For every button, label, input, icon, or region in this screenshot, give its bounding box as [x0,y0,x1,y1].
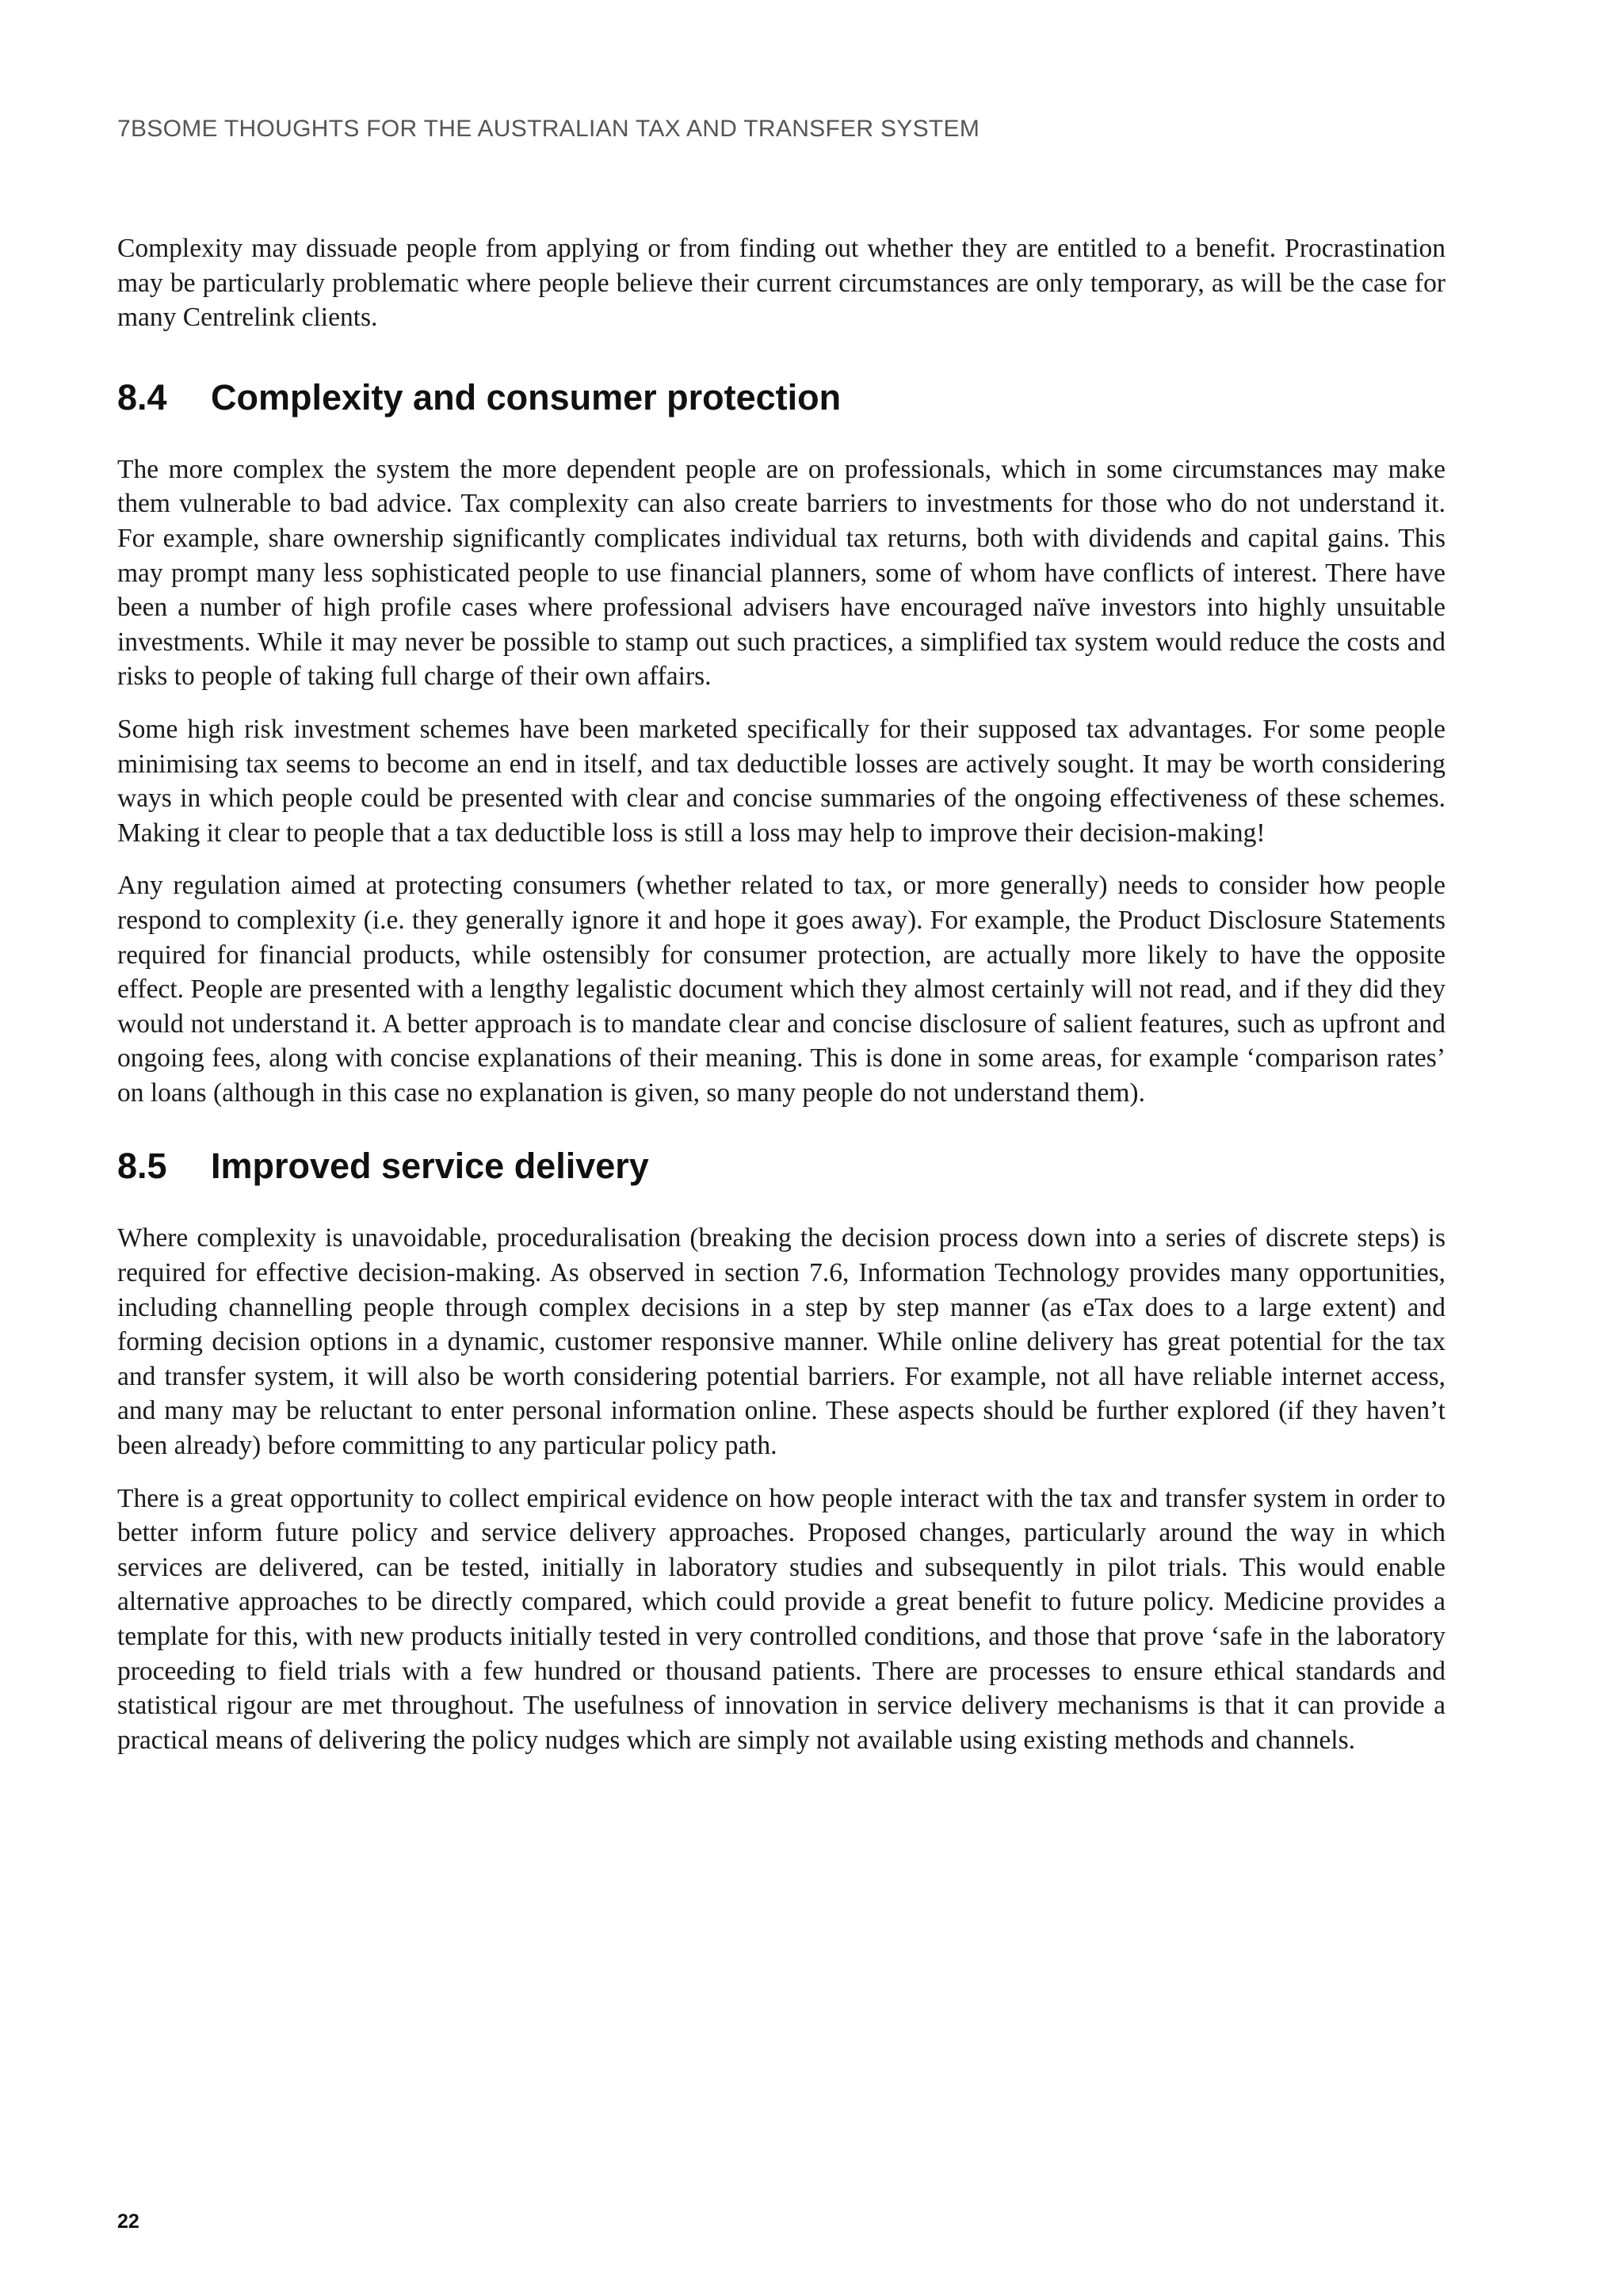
body-paragraph: The more complex the system the more dependent people are on professionals, which in some circumstances may make them vulnerable to bad advice. Tax complexity can also create barriers to investments for those who do not understand it. For example, share ownership significantly complicates individual tax returns, both with dividends and capital gains. This may prompt many less sophisticated people to use financial planners, some of whom have conflicts of interest. There have been a number of high profile cases where professional advisers have encouraged naïve investors into highly unsuitable investments. While it may never be possible to stamp out such practices, a simplified tax system would reduce the costs and risks to people of taking full charge of their own affairs. [117,454,1445,692]
page-content [117,231,1445,1775]
body-paragraph: Where complexity is unavoidable, proceduralisation (breaking the decision process down into a series of discrete steps) is required for effective decision-making. As observed in section 7.6, Information Technology provides many opportunities, including channelling people through complex decisions in a step by step manner (as eTax does to a large extent) and forming decision options in a dynamic, customer responsive manner. While online delivery has great potential for the tax and transfer system, it will also be worth considering potential barriers. For example, not all have reliable internet access, and many may be reluctant to enter personal information online. These aspects should be further explored (if they haven’t been already) before committing to any particular policy path. [117,1223,1445,1461]
page-number: 22 [117,2210,139,2233]
running-header: 7BSOME THOUGHTS FOR THE AUSTRALIAN TAX AND TRANSFER SYSTEM [117,116,980,142]
body-paragraph: Some high risk investment schemes have been marketed specifically for their supposed tax advantages. For some people minimising tax seems to become an end in itself, and tax deductible losses are actively sought. It may be worth considering ways in which people could be presented with clear and concise summaries of the ongoing effectiveness of these schemes. Making it clear to people that a tax deductible loss is still a loss may help to improve their decision-making! [117,714,1445,848]
section-title: Complexity and consumer protection [211,376,842,418]
body-paragraph: Any regulation aimed at protecting consumers (whether related to tax, or more generally) needs to consider how people respond to complexity (i.e. they generally ignore it and hope it goes away). For example, the Product Disclosure Statements required for financial products, while ostensibly for consumer protection, are actually more likely to have the opposite effect. People are presented with a lengthy legalistic document which they almost certainly will not read, and if they did they would not understand it. A better approach is to mandate clear and concise disclosure of salient features, such as upfront and ongoing fees, along with concise explanations of their meaning. This is done in some areas, for example ‘comparison rates’ on loans (although in this case no explanation is given, so many people do not understand them). [117,871,1445,1108]
body-paragraph: There is a great opportunity to collect empirical evidence on how people interact with the tax and transfer system in order to better inform future policy and service delivery approaches. Proposed changes, particularly around the way in which services are delivered, can be tested, initially in laboratory studies and subsequently in pilot trials. This would enable alternative approaches to be directly compared, which could provide a great benefit to future policy. Medicine provides a template for this, with new products initially tested in very controlled conditions, and those that prove ‘safe in the laboratory proceeding to field trials with a few hundred or thousand patients. There are processes to ensure ethical standards and statistical rigour are met throughout. The usefulness of innovation in service delivery mechanisms is that it can provide a practical means of delivering the policy nudges which are simply not available using existing methods and channels. [117,1483,1445,1755]
section-number: 8.5 [117,1146,167,1187]
section-number: 8.4 [117,376,167,418]
section-title: Improved service delivery [211,1146,649,1187]
section-heading-8-4 [117,376,1445,419]
intro-paragraph: Complexity may dissuade people from applying or from finding out whether they are entitled to a benefit. Procrastination may be particularly problematic where people believe their current circumstances are only temporary, as will be the case for many Centrelink clients. [117,234,1445,333]
section-heading-8-5 [117,1145,1445,1188]
